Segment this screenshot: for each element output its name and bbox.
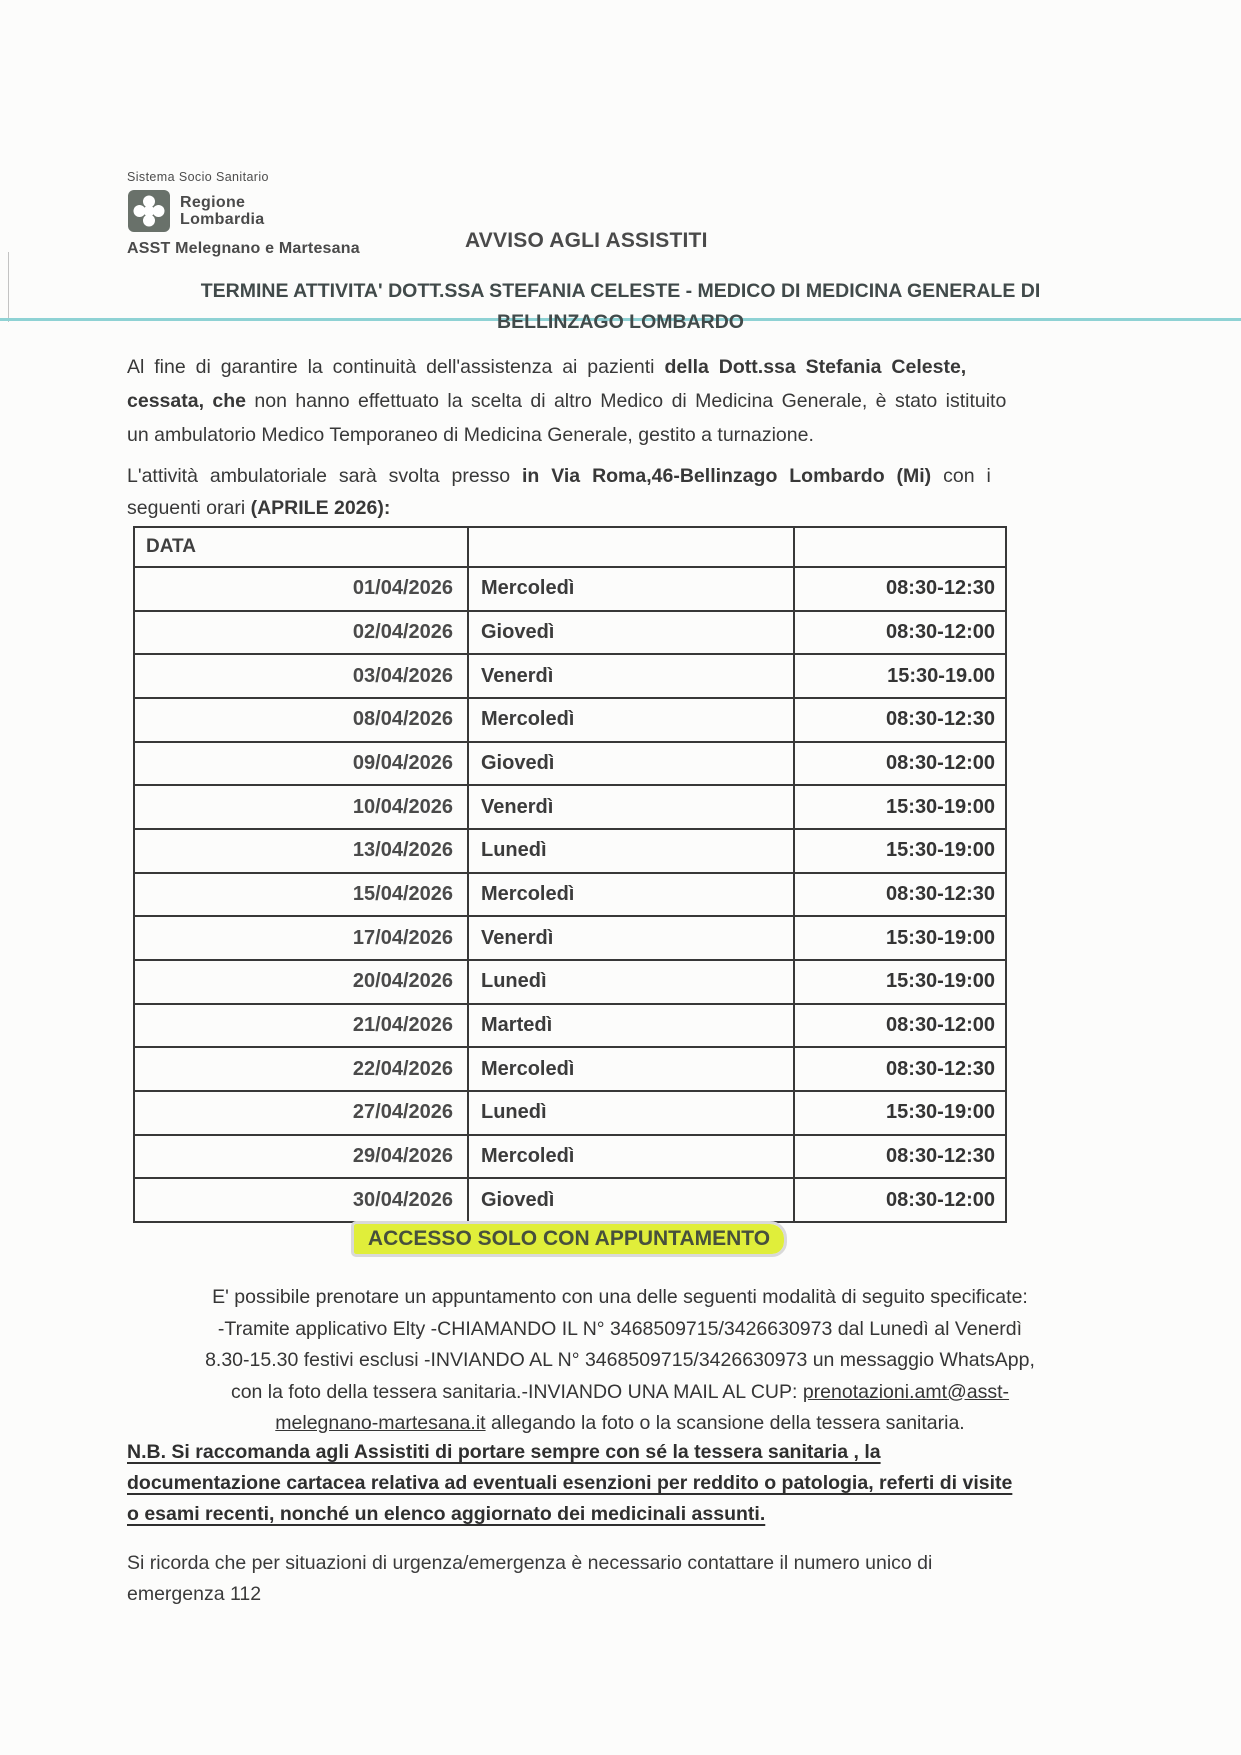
time-cell: 15:30-19:00: [794, 1091, 1006, 1135]
day-cell: Mercoledì: [468, 1135, 794, 1179]
time-cell: 08:30-12:00: [794, 1004, 1006, 1048]
day-cell: Venerdì: [468, 785, 794, 829]
booking-line2: -Tramite applicativo Elty -CHIAMANDO IL N° 3468509715/3426630973 dal Lunedì al Venerdì: [217, 1317, 1023, 1340]
notice-heading: AVVISO AGLI ASSISTITI: [465, 229, 708, 252]
appointment-highlight-wrap: [133, 1224, 1005, 1254]
region-name: Regione Lombardia: [180, 194, 265, 228]
day-cell: Lunedì: [468, 960, 794, 1004]
intro-line3: un ambulatorio Medico Temporaneo di Medicina Generale, gestito a turnazione.: [127, 424, 814, 446]
date-cell: 10/04/2026: [134, 785, 468, 829]
table-row: [134, 742, 1006, 786]
time-cell: 08:30-12:30: [794, 1047, 1006, 1091]
table-row: [134, 785, 1006, 829]
day-cell: Giovedì: [468, 1178, 794, 1222]
day-cell: Venerdì: [468, 654, 794, 698]
table-row: [134, 654, 1006, 698]
day-cell: Mercoledì: [468, 873, 794, 917]
document-title-line1: TERMINE ATTIVITA' DOTT.SSA STEFANIA CELESTE - MEDICO DI MEDICINA GENERALE DI: [200, 280, 1041, 302]
emergency-note: [127, 1548, 1127, 1610]
time-cell: 08:30-12:30: [794, 873, 1006, 917]
table-row: [134, 611, 1006, 655]
header: [127, 170, 360, 258]
time-cell: 08:30-12:30: [794, 1135, 1006, 1179]
day-cell: Mercoledì: [468, 1047, 794, 1091]
column-header-day: [468, 527, 794, 567]
table-row: [134, 1178, 1006, 1222]
date-cell: 15/04/2026: [134, 873, 468, 917]
date-cell: 02/04/2026: [134, 611, 468, 655]
time-cell: 08:30-12:30: [794, 698, 1006, 742]
day-cell: Giovedì: [468, 611, 794, 655]
date-cell: 29/04/2026: [134, 1135, 468, 1179]
nb-paragraph: [127, 1437, 1137, 1530]
date-cell: 03/04/2026: [134, 654, 468, 698]
day-cell: Lunedì: [468, 829, 794, 873]
time-cell: 15:30-19:00: [794, 916, 1006, 960]
table-row: [134, 567, 1006, 611]
nb-line1: N.B. Si raccomanda agli Assistiti di portare sempre con sé la tessera sanitaria , la: [127, 1441, 881, 1463]
date-cell: 20/04/2026: [134, 960, 468, 1004]
intro-line2: cessata, che non hanno effettuato la scelta di altro Medico di Medicina Generale, è stato istituito: [127, 390, 1007, 412]
booking-line3: 8.30-15.30 festivi esclusi -INVIANDO AL N° 3468509715/3426630973 un messaggio WhatsApp,: [205, 1349, 1035, 1371]
table-row: [134, 873, 1006, 917]
nb-line3: o esami recenti, nonché un elenco aggiornato dei medicinali assunti.: [127, 1503, 766, 1525]
date-cell: 17/04/2026: [134, 916, 468, 960]
time-cell: 15:30-19.00: [794, 654, 1006, 698]
schedule-table: [133, 526, 1007, 1223]
date-cell: 09/04/2026: [134, 742, 468, 786]
nb-line2: documentazione cartacea relativa ad eventuali esenzioni per reddito o patologia, referti di visite: [127, 1472, 1013, 1494]
day-cell: Venerdì: [468, 916, 794, 960]
date-cell: 22/04/2026: [134, 1047, 468, 1091]
day-cell: Lunedì: [468, 1091, 794, 1135]
cup-email-link-continued[interactable]: melegnano-martesana.it: [275, 1412, 486, 1434]
intro-paragraph: [127, 350, 1117, 452]
booking-line5: melegnano-martesana.it allegando la foto o la scansione della tessera sanitaria.: [275, 1412, 965, 1434]
booking-intro: E' possibile prenotare un appuntamento con una delle seguenti modalità di seguito specificate:: [212, 1286, 1028, 1308]
schedule-intro-line1: L'attività ambulatoriale sarà svolta presso in Via Roma,46-Bellinzago Lombardo (Mi) con i: [127, 465, 991, 487]
time-cell: 15:30-19:00: [794, 785, 1006, 829]
date-cell: 08/04/2026: [134, 698, 468, 742]
time-cell: 08:30-12:00: [794, 611, 1006, 655]
time-cell: 15:30-19:00: [794, 829, 1006, 873]
table-header-row: [134, 527, 1006, 567]
date-cell: 30/04/2026: [134, 1178, 468, 1222]
table-row: [134, 829, 1006, 873]
table-row: [134, 1004, 1006, 1048]
booking-line4: con la foto della tessera sanitaria.-INVIANDO UNA MAIL AL CUP: prenotazioni.amt@asst-: [230, 1380, 1010, 1403]
day-cell: Mercoledì: [468, 567, 794, 611]
schedule-table-body: [134, 567, 1006, 1222]
regione-lombardia-logo-icon: [127, 189, 171, 233]
day-cell: Martedì: [468, 1004, 794, 1048]
table-row: [134, 916, 1006, 960]
system-label: Sistema Socio Sanitario: [127, 170, 269, 184]
date-cell: 21/04/2026: [134, 1004, 468, 1048]
schedule-intro-line2: seguenti orari (APRILE 2026):: [127, 497, 391, 519]
appointment-only-highlight: ACCESSO SOLO CON APPUNTAMENTO: [354, 1224, 784, 1254]
column-header-data: DATA: [134, 527, 468, 567]
table-row: [134, 1135, 1006, 1179]
day-cell: Giovedì: [468, 742, 794, 786]
time-cell: 08:30-12:00: [794, 742, 1006, 786]
emergency-line1: Si ricorda che per situazioni di urgenza/emergenza è necessario contattare il numero unico di: [127, 1552, 933, 1574]
date-cell: 01/04/2026: [134, 567, 468, 611]
table-row: [134, 1047, 1006, 1091]
table-row: [134, 698, 1006, 742]
intro-line1: Al fine di garantire la continuità dell'assistenza ai pazienti della Dott.ssa Stefania Celeste,: [127, 356, 967, 378]
table-row: [134, 1091, 1006, 1135]
schedule-intro-paragraph: [127, 460, 1117, 524]
time-cell: 08:30-12:00: [794, 1178, 1006, 1222]
cup-email-link[interactable]: prenotazioni.amt@asst-: [802, 1380, 1010, 1403]
column-header-time: [794, 527, 1006, 567]
booking-instructions: [115, 1282, 1125, 1440]
document-title: [0, 276, 1241, 338]
day-cell: Mercoledì: [468, 698, 794, 742]
date-cell: 27/04/2026: [134, 1091, 468, 1135]
time-cell: 15:30-19:00: [794, 960, 1006, 1004]
table-row: [134, 960, 1006, 1004]
org-name: ASST Melegnano e Martesana: [127, 240, 360, 257]
date-cell: 13/04/2026: [134, 829, 468, 873]
time-cell: 08:30-12:30: [794, 567, 1006, 611]
document-title-line2: BELLINZAGO LOMBARDO: [497, 311, 744, 333]
emergency-line2: emergenza 112: [127, 1583, 262, 1605]
